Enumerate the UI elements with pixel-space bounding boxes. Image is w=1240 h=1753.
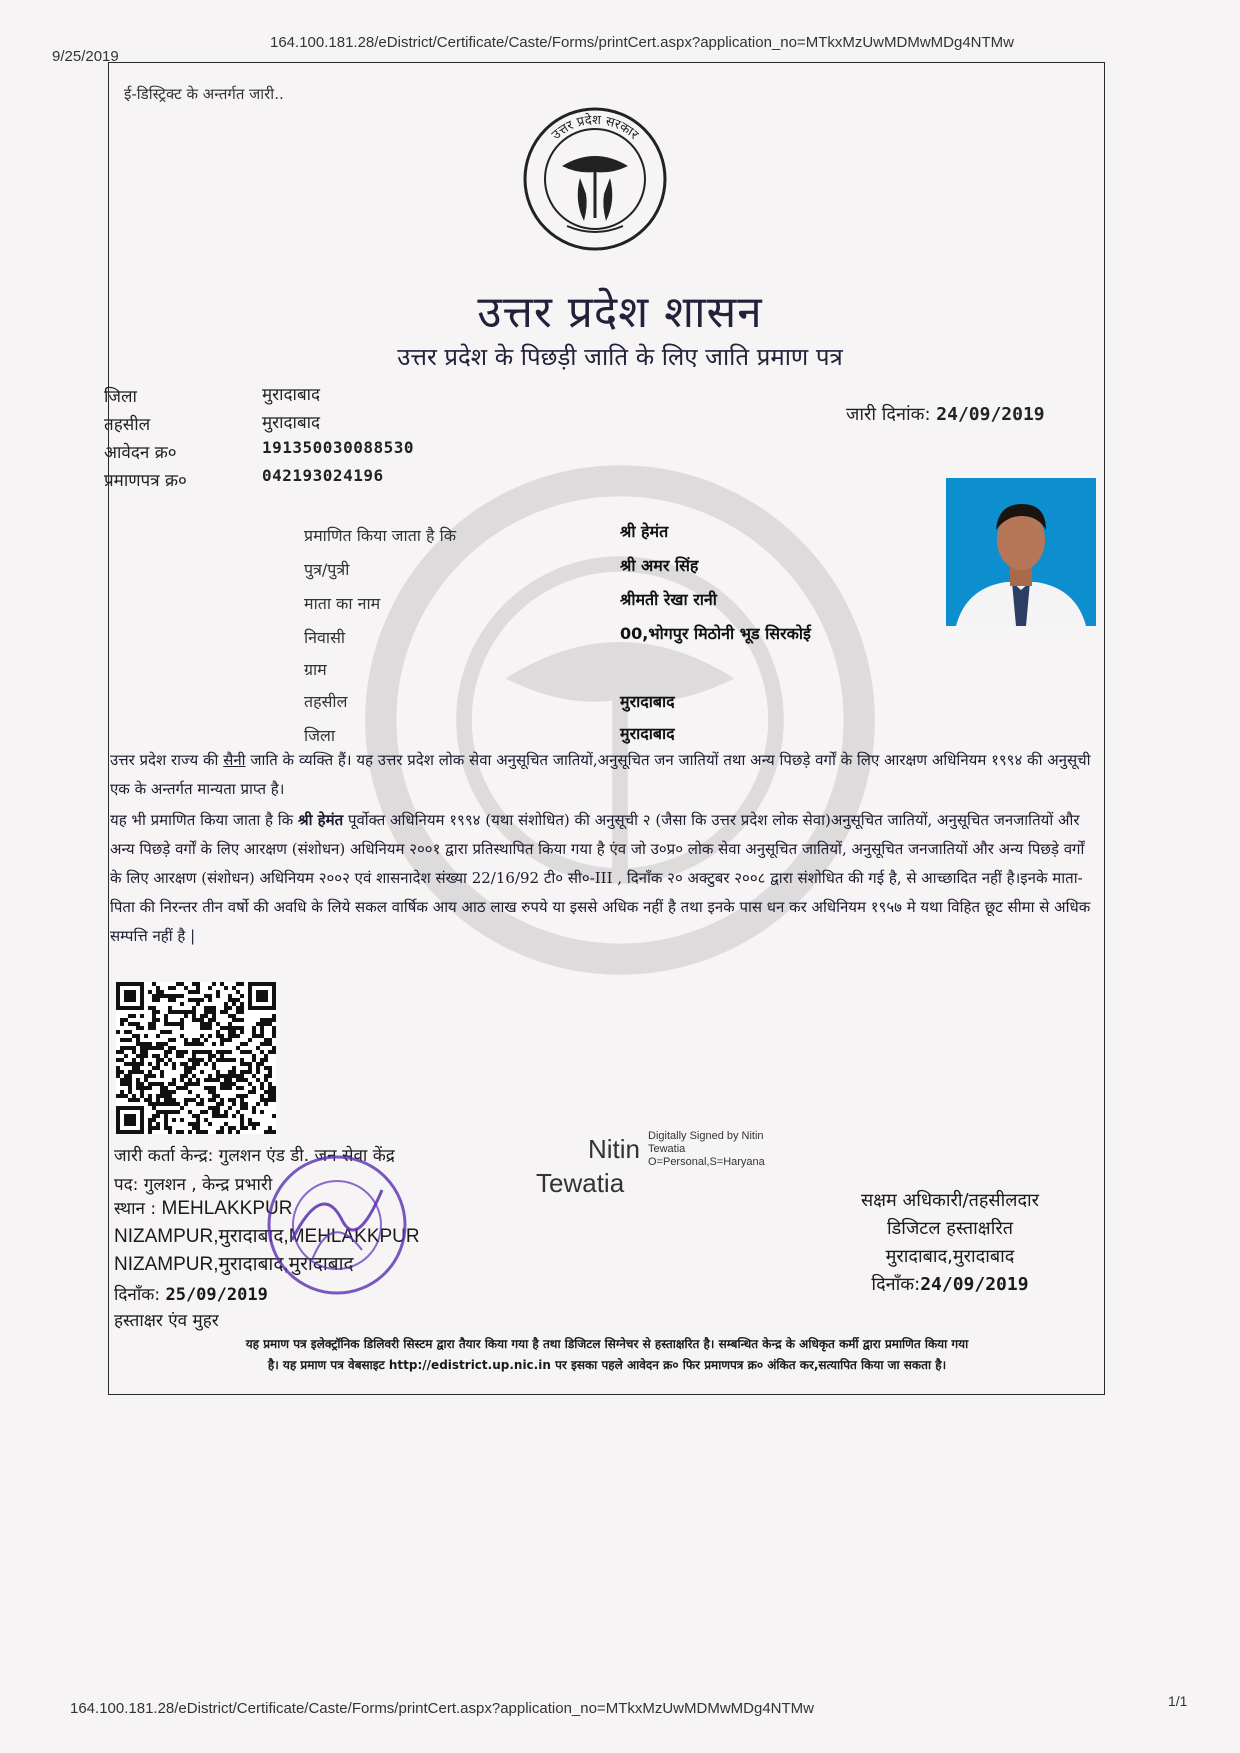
field-label: निवासी bbox=[304, 628, 346, 647]
page-subtitle: उत्तर प्रदेश के पिछड़ी जाति के लिए जाति प्रमाण पत्र bbox=[397, 343, 843, 371]
issuer-place-2: NIZAMPUR,मुरादाबाद,MEHLAKKPUR bbox=[114, 1226, 420, 1247]
field-label: माता का नाम bbox=[304, 594, 381, 613]
signer-last-name: Tewatia bbox=[536, 1168, 625, 1198]
authority-place: मुरादाबाद,मुरादाबाद bbox=[885, 1246, 1015, 1267]
certificate-label: प्रमाणपत्र क्र० bbox=[104, 471, 187, 491]
digital-sign-line-3: O=Personal,S=Haryana bbox=[648, 1156, 765, 1168]
qr-code bbox=[116, 982, 276, 1134]
print-date: 9/25/2019 bbox=[52, 48, 119, 65]
issuer-place-3: NIZAMPUR,मुरादाबाद,मुरादाबाद bbox=[114, 1254, 354, 1275]
footnote-line-1: यह प्रमाण पत्र इलेक्ट्रॉनिक डिलिवरी सिस्टम द्वारा तैयार किया गया है तथा डिजिटल सिग्नेचर से हस्ताक्षरित है। सम्बन्धित केन्द्र के अधिकृत कर्मी द्वारा प्रमाणित किया गया bbox=[245, 1337, 969, 1351]
authority-title: सक्षम अधिकारी/तहसीलदार bbox=[860, 1190, 1040, 1211]
digital-sign-line-2: Tewatia bbox=[648, 1143, 686, 1155]
official-stamp-icon bbox=[262, 1150, 412, 1300]
field-value: श्रीमती रेखा रानी bbox=[620, 590, 717, 609]
caste-name: सैनी bbox=[223, 751, 246, 769]
emblem-text: उत्तर प्रदेश सरकार bbox=[549, 112, 642, 143]
applicant-photo bbox=[946, 478, 1096, 626]
page-number: 1/1 bbox=[1168, 1693, 1188, 1709]
authority-digital-sign: डिजिटल हस्ताक्षरित bbox=[887, 1218, 1013, 1239]
field-value: मुरादाबाद bbox=[620, 692, 675, 711]
certificate-value: 042193024196 bbox=[262, 466, 384, 485]
certification-paragraph bbox=[110, 806, 1100, 951]
issuer-date-line bbox=[114, 1282, 268, 1305]
field-label: ग्राम bbox=[304, 660, 327, 679]
field-label: तहसील bbox=[304, 692, 348, 711]
issuer-place-label: स्थान : bbox=[114, 1199, 162, 1219]
issuer-date-value: 25/09/2019 bbox=[165, 1285, 268, 1305]
field-label: जिला bbox=[304, 726, 336, 745]
issued-under-note: ई-डिस्ट्रिक्ट के अन्तर्गत जारी.. bbox=[124, 85, 284, 103]
field-value: श्री हेमंत bbox=[620, 522, 669, 541]
para2-text-a: यह भी प्रमाणित किया जाता है कि bbox=[110, 811, 298, 829]
caste-paragraph bbox=[110, 746, 1100, 804]
issue-date-label: जारी दिनांक: bbox=[846, 404, 931, 425]
footer-url: 164.100.181.28/eDistrict/Certificate/Caste/Forms/printCert.aspx?application_no=MTkxMzUwMDMwMDg4NTMw bbox=[70, 1700, 815, 1717]
issue-date bbox=[846, 402, 1045, 426]
issuer-post: पद: गुलशन , केन्द्र प्रभारी bbox=[114, 1175, 273, 1195]
footnote-line-2: है। यह प्रमाण पत्र वेबसाइट http://edistrict.up.nic.in पर इसका पहले आवेदन क्र० फिर प्रमाणपत्र क्र० अंकित कर,सत्यापित किया जा सकता है। bbox=[267, 1358, 947, 1372]
application-label: आवेदन क्र० bbox=[104, 443, 177, 463]
para2-text-b: पूर्वोक्त अधिनियम १९९४ (यथा संशोधित) की अनुसूची २ (जैसा कि उत्तर प्रदेश लोक सेवा)अनुसूचित जातियों, अनुसूचित जनजातियों और अन्य पिछड़े वर्गों के लिए आरक्षण (संशोधन) अधिनियम २००१ द्वारा प्रतिस्थापित किया गया है एंव जो उ०प्र० लोक सेवा अनुसूचित जातियों, अनुसूचित जनजातियों और अन्य पिछड़े वर्गों के लिए आरक्षण (संशोधन) अधिनियम २००२ एवं शासनादेश संख्या 22/16/92 टी० सी०-III , दिनाँक २० अक्टुबर २००८ द्वारा संशोधित की गई है, से आच्छादित नहीं है।इनके माता-पिता की निरन्तर तीन वर्षो की अवधि के लिये सकल वार्षिक आय आठ लाख रुपये या इससे अधिक नहीं है तथा इनके पास धन कर अधिनियम १९५७ मे यथा विहित छूट सीमा से अधिक सम्पत्ति नहीं है | bbox=[110, 811, 1091, 945]
field-label: पुत्र/पुत्री bbox=[304, 560, 350, 579]
authority-date-line bbox=[790, 1272, 1110, 1296]
field-value: 00,भोगपुर मिठोनी भूड सिरकोई bbox=[620, 624, 811, 643]
tehsil-label: तहसील bbox=[104, 415, 151, 435]
issuer-date-label: दिनाँक: bbox=[114, 1285, 166, 1305]
up-emblem-icon bbox=[522, 106, 668, 252]
field-label: प्रमाणित किया जाता है कि bbox=[304, 526, 457, 545]
issuer-center: जारी कर्ता केन्द्र: गुलशन एंड डी. जन सेवा केंद्र bbox=[114, 1146, 395, 1166]
district-label: जिला bbox=[104, 387, 137, 407]
print-url: 164.100.181.28/eDistrict/Certificate/Caste/Forms/printCert.aspx?application_no=MTkxMzUwMDMwMDg4NTMw bbox=[270, 34, 1015, 51]
page-title: उत्तर प्रदेश शासन bbox=[477, 287, 763, 338]
sign-seal-label: हस्ताक्षर एंव मुहर bbox=[114, 1311, 219, 1331]
authority-date-value: 24/09/2019 bbox=[920, 1274, 1029, 1295]
digital-sign-info bbox=[648, 1130, 765, 1169]
district-value: मुरादाबाद bbox=[262, 385, 321, 405]
field-value: मुरादाबाद bbox=[620, 724, 675, 743]
signer-first-name: Nitin bbox=[588, 1134, 641, 1164]
digital-sign-line-1: Digitally Signed by Nitin bbox=[648, 1130, 764, 1142]
authority-date-label: दिनाँक: bbox=[871, 1274, 921, 1295]
tehsil-value: मुरादाबाद bbox=[262, 413, 321, 433]
issuer-place-1: MEHLAKKPUR bbox=[161, 1198, 293, 1219]
issue-date-value: 24/09/2019 bbox=[936, 404, 1045, 425]
field-value: श्री अमर सिंह bbox=[620, 556, 699, 575]
para1-text-b: जाति के व्यक्ति हैं। यह उत्तर प्रदेश लोक सेवा अनुसूचित जातियों,अनुसूचित जन जातियों तथा अन्य पिछड़े वर्गों के लिए आरक्षण अधिनियम १९९४ की अनुसूची एक के अन्तर्गत मान्यता प्राप्त है। bbox=[110, 751, 1091, 798]
applicant-name: श्री हेमंत bbox=[297, 811, 344, 829]
para1-text-a: उत्तर प्रदेश राज्य की bbox=[110, 751, 224, 769]
application-value: 191350030088530 bbox=[262, 438, 414, 457]
